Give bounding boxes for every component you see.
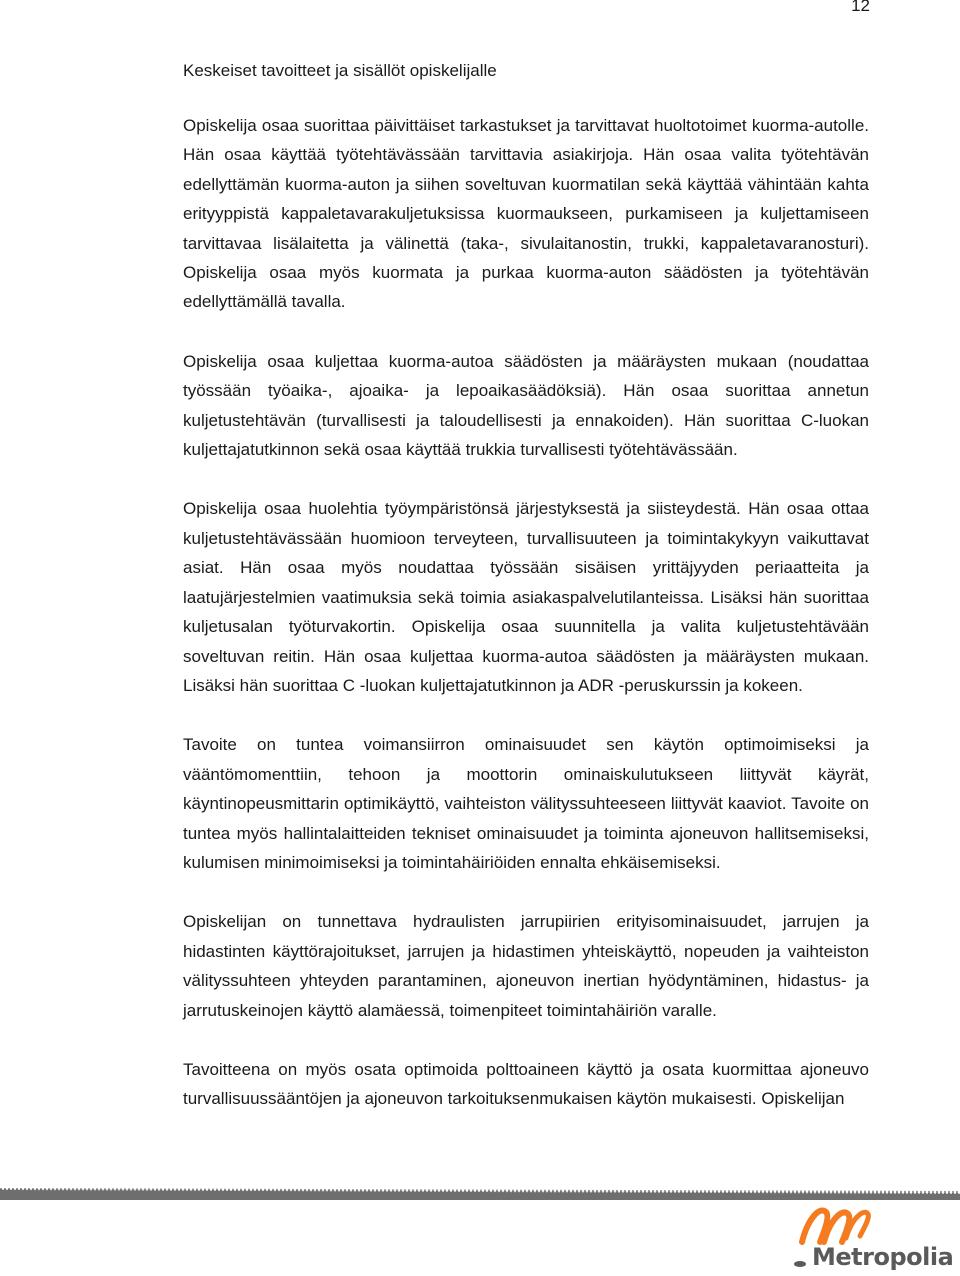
page-number: 12 (851, 0, 870, 15)
paragraph: Opiskelija osaa kuljettaa kuorma-autoa säädösten ja määräysten mukaan (noudattaa työssään työaika-, ajoaika- ja lepoaikasäädöksiä). Hän osaa suorittaa annetun kuljetustehtävän (turvallisesti ja taloudellisesti ja ennakoiden). Hän suorittaa C-luokan kuljettajatutkinnon sekä osaa käyttää trukkia turvallisesti työtehtävässään. (183, 351, 869, 460)
document-body (183, 56, 869, 1114)
paragraph: Tavoitteena on myös osata optimoida polttoaineen käyttö ja osata kuormittaa ajoneuvo turvallisuussääntöjen ja ajoneuvon tarkoituksenmukaisen käytön mukaisesti. Opiskelijan (183, 1059, 869, 1109)
paragraph: Opiskelija osaa huolehtia työympäristönsä järjestyksestä ja siisteydestä. Hän osaa ottaa kuljetustehtävässään huomioon terveyteen, turvallisuuteen ja toimintakykyyn vaikuttavat asiat. Hän osaa myös noudattaa työssään sisäisen yrittäjyyden periaatteita ja laatujärjestelmien vaatimuksia sekä toimia asiakaspalvelutilanteissa. Lisäksi hän suorittaa kuljetusalan työturvakortin. Opiskelija osaa suunnitella ja valita kuljetustehtävään soveltuvan reitin. Hän osaa kuljettaa kuorma-autoa säädösten ja määräysten mukaan. Lisäksi hän suorittaa C -luokan kuljettajatutkinnon ja ADR -peruskurssin ja kokeen. (183, 499, 869, 695)
paragraph: Opiskelija osaa suorittaa päivittäiset tarkastukset ja tarvittavat huoltotoimet kuorma-autolle. Hän osaa käyttää työtehtävässään tarvittavia asiakirjoja. Hän osaa valita työtehtävän edellyttämän kuorma-auton ja siihen soveltuvan kuormatilan sekä käyttää vähintään kahta erityyppistä kappaletavarakuljetuksissa kuormaukseen, purkamiseen ja kuljettamiseen tarvittavaa lisälaitetta ja välinettä (taka-, sivulaitanostin, trukki, kappaletavaranosturi). Opiskelija osaa myös kuormata ja purkaa kuorma-auton säädösten ja työtehtävän edellyttämällä tavalla. (183, 116, 869, 312)
logo-wordmark: Metropolia (812, 1243, 954, 1271)
paragraph: Opiskelijan on tunnettava hydraulisten jarrupiirien erityisominaisuudet, jarrujen ja hidastinten käyttörajoitukset, jarrujen ja hidastimen yhteiskäyttö, nopeuden ja vaihteiston välityssuhteen yhteyden parantaminen, ajoneuvon inertian hyödyntäminen, hidastus- ja jarrutuskeinojen käyttö alamäessä, toimenpiteet toimintahäiriön varalle. (183, 912, 869, 1020)
section-heading: Keskeiset tavoitteet ja sisällöt opiskelijalle (183, 61, 497, 80)
paragraph: Tavoite on tuntea voimansiirron ominaisuudet sen käytön optimoimiseksi ja vääntömomenttiin, tehoon ja moottorin ominaiskulutukseen liittyvät käyrät, käyntinopeusmittarin optimikäyttö, vaihteiston välityssuhteeseen liittyvät kaaviot. Tavoite on tuntea myös hallintalaitteiden tekniset ominaisuudet ja toiminta ajoneuvon hallitsemiseksi, kulumisen minimoimiseksi ja toimintahäiriöiden ennalta ehkäisemiseksi. (183, 735, 869, 872)
